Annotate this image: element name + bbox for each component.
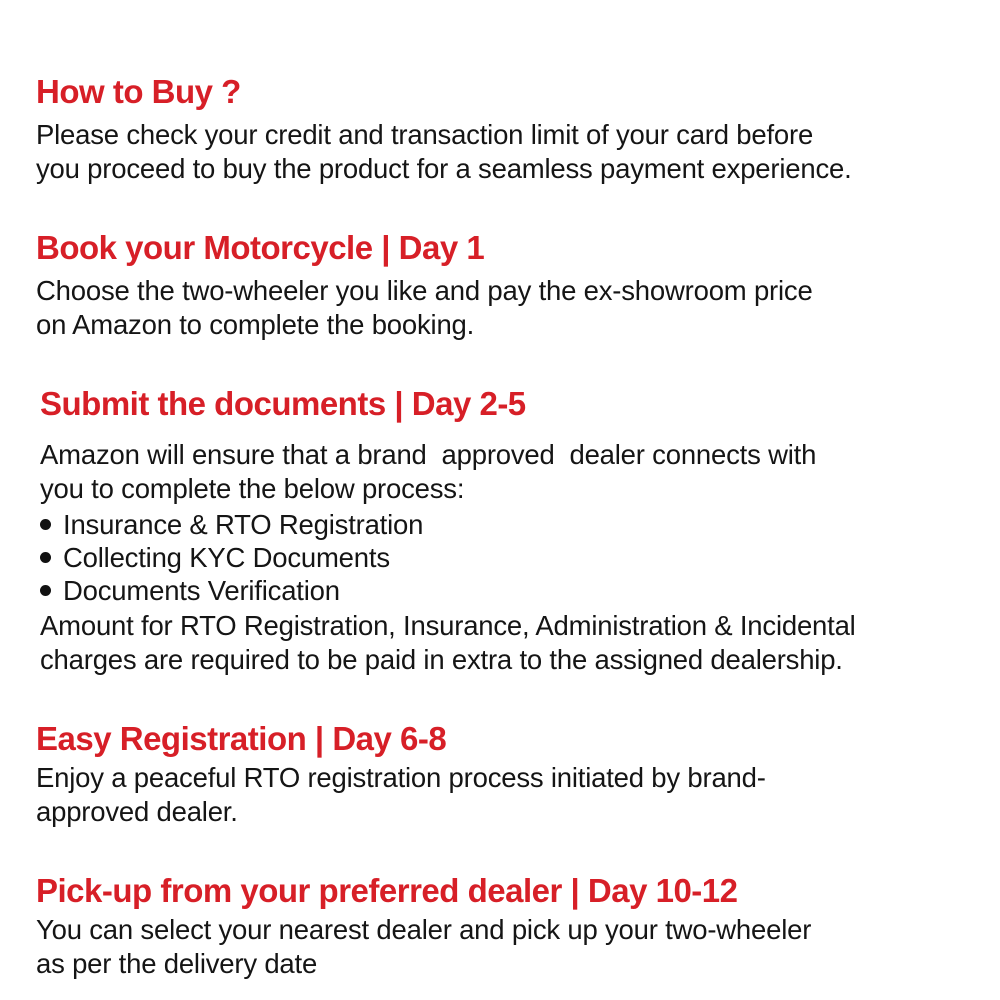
section-submit-documents [36,384,970,677]
section-book-motorcycle [36,228,970,342]
bullet-item [40,541,970,574]
bullet-icon [40,552,51,563]
bullet-item [40,508,970,541]
bullet-item-label: Documents Verification [63,575,340,606]
section-heading-pickup-dealer: Pick-up from your preferred dealer | Day 10-12 [36,872,738,909]
process-bullet-list [36,508,970,607]
section-heading-easy-registration: Easy Registration | Day 6-8 [36,720,447,757]
body-text-line: Amazon will ensure that a brand approved dealer connects with [40,439,817,470]
body-text-line: charges are required to be paid in extra to the assigned dealership. [40,644,843,675]
bullet-item [40,574,970,607]
body-text-line: Choose the two-wheeler you like and pay the ex-showroom price [36,275,813,306]
bullet-icon [40,519,51,530]
body-text-line: approved dealer. [36,796,238,827]
bullet-item-label: Insurance & RTO Registration [63,509,424,540]
bullet-item-label: Collecting KYC Documents [63,542,390,573]
section-how-to-buy [36,72,970,186]
section-heading-how-to-buy: How to Buy ? [36,73,241,110]
body-text-line: Enjoy a peaceful RTO registration process initiated by brand- [36,762,766,793]
body-text-line: Amount for RTO Registration, Insurance, Administration & Incidental [40,610,856,641]
bullet-icon [40,585,51,596]
body-text-line: as per the delivery date [36,948,318,979]
section-pickup-dealer [36,871,970,981]
body-text-line: you proceed to buy the product for a seamless payment experience. [36,153,852,184]
body-text-line: You can select your nearest dealer and pick up your two-wheeler [36,914,812,945]
body-text-line: Please check your credit and transaction limit of your card before [36,119,814,150]
body-text-line: on Amazon to complete the booking. [36,309,475,340]
charges-note [36,609,970,677]
section-heading-submit-documents: Submit the documents | Day 2-5 [40,385,526,422]
section-heading-book-motorcycle: Book your Motorcycle | Day 1 [36,229,485,266]
section-easy-registration [36,719,970,829]
body-text-line: you to complete the below process: [40,473,465,504]
